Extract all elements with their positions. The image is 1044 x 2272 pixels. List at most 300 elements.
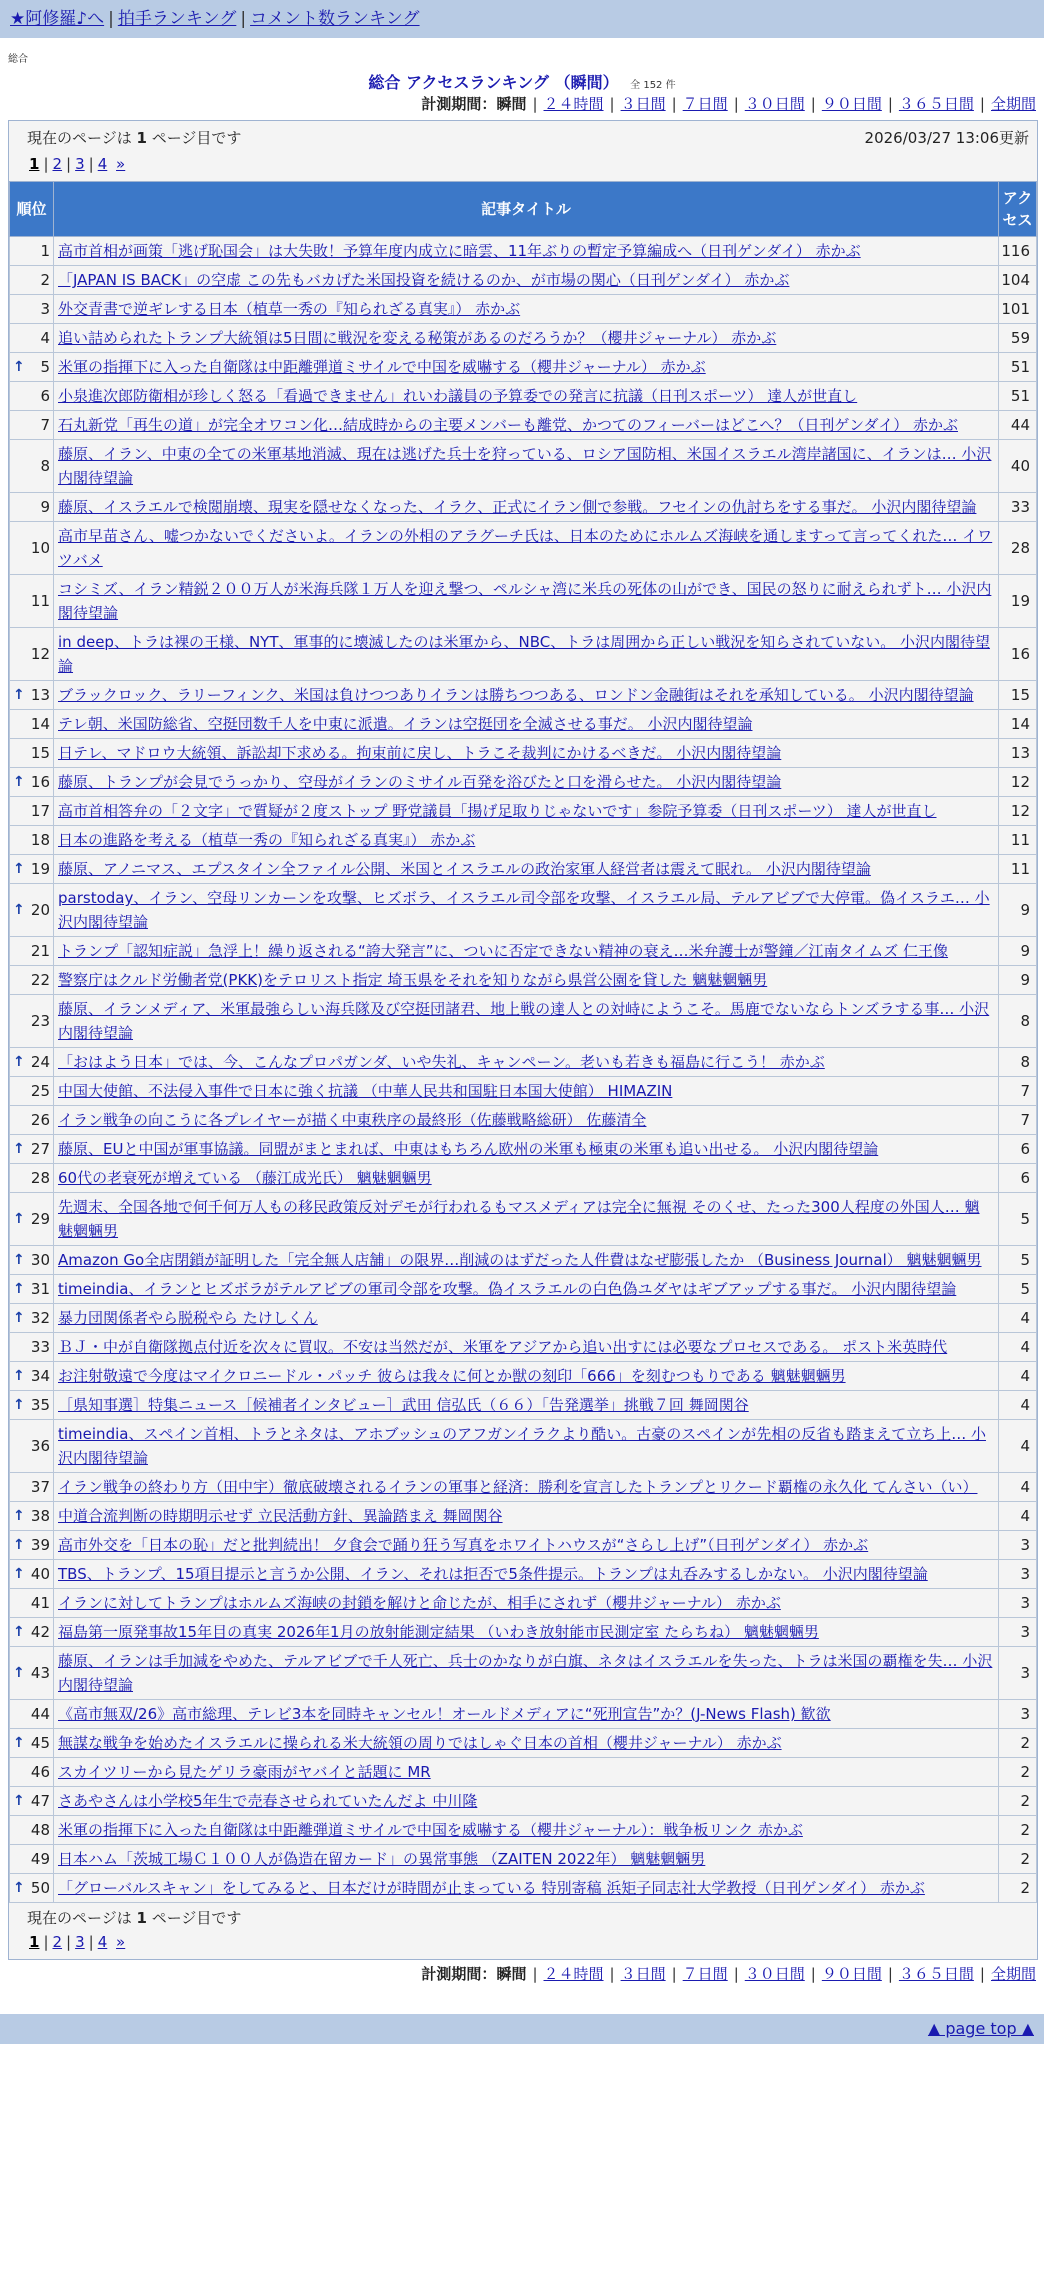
up-arrow-icon: ↑ — [13, 1508, 25, 1524]
page-info-header — [9, 121, 1037, 181]
access-count: 4 — [999, 1473, 1037, 1502]
title-cell — [54, 1816, 999, 1845]
article-title-link[interactable]: 小泉進次郎防衛相が珍しく怒る「看過できません」れいわ議員の予算委での発言に抗議（日刊スポーツ） 達人が世直し — [58, 387, 858, 405]
page-separator: | — [88, 155, 94, 173]
rank-cell — [10, 1845, 54, 1874]
rank-number: 13 — [30, 686, 50, 704]
table-row — [10, 1647, 1037, 1700]
period-option-link[interactable]: 全期間 — [990, 95, 1036, 113]
period-option-link[interactable]: ３日間 — [620, 95, 666, 113]
table-row — [10, 995, 1037, 1048]
rank-number: 34 — [30, 1367, 50, 1385]
period-label: 計測期間： — [421, 1965, 497, 1983]
article-title-link[interactable]: ［県知事選］特集ニュース［候補者インタビュー］武田 信弘氏（６６）「告発選挙」挑戦７回 舞岡関谷 — [58, 1396, 749, 1414]
rank-cell — [10, 1618, 54, 1647]
title-cell — [54, 855, 999, 884]
rank-number: 21 — [30, 942, 50, 960]
updated-timestamp: 2026/03/27 13:06更新 — [864, 129, 1029, 147]
rank-cell — [10, 266, 54, 295]
period-option-link[interactable]: ３日間 — [620, 1965, 666, 1983]
article-title-link[interactable]: ＢＪ・中が自衛隊拠点付近を次々に買収。不安は当然だが、米軍をアジアから追い出すには必要なプロセスである。 ポスト米英時代 — [58, 1338, 948, 1356]
title-cell — [54, 266, 999, 295]
period-separator: | — [887, 1965, 893, 1983]
page-link[interactable]: 4 — [97, 1933, 108, 1951]
article-title-link[interactable]: 高市外交を「日本の恥」だと批判続出！ 夕食会で踊り狂う写真をホワイトハウスが“さらし上げ”（日刊ゲンダイ） 赤かぶ — [58, 1536, 869, 1554]
article-title-link[interactable]: 外交青書で逆ギレする日本（植草一秀の『知られざる真実』） 赤かぶ — [58, 300, 521, 318]
access-count: 2 — [999, 1729, 1037, 1758]
table-row — [10, 493, 1037, 522]
title-cell — [54, 411, 999, 440]
rank-number: 32 — [30, 1309, 50, 1327]
rank-cell — [10, 628, 54, 681]
page-separator: | — [66, 155, 72, 173]
article-title-link[interactable]: 藤原、アノニマス、エプスタイン全ファイル公開、米国とイスラエルの政治家軍人経営者は震えて眠れ。 小沢内閣待望論 — [58, 860, 871, 878]
up-arrow-icon: ↑ — [13, 1537, 25, 1553]
next-page-link[interactable]: » — [116, 155, 126, 173]
article-title-link[interactable]: 藤原、トランプが会見でうっかり、空母がイランのミサイル百発を浴びたと口を滑らせた。 小沢内閣待望論 — [58, 773, 782, 791]
title-cell — [54, 966, 999, 995]
article-title-link[interactable]: 高市早苗さん、嘘つかないでくださいよ。イランの外相のアラグーチ氏は、日本のためにホルムズ海峡を通しますって言ってくれた… イワツバメ — [58, 527, 993, 569]
period-option-link[interactable]: ７日間 — [682, 1965, 728, 1983]
rank-cell — [10, 1589, 54, 1618]
period-separator: | — [979, 1965, 985, 1983]
period-option-link[interactable]: ２４時間 — [543, 95, 604, 113]
table-row — [10, 1531, 1037, 1560]
title-cell — [54, 1246, 999, 1275]
rank-number: 31 — [30, 1280, 50, 1298]
article-title-link[interactable]: 日本ハム「茨城工場Ｃ１００人が偽造在留カード」の異常事態 （ZAITEN 2022年） 魑魅魍魎男 — [58, 1850, 706, 1868]
title-cell — [54, 440, 999, 493]
access-count: 9 — [999, 937, 1037, 966]
rank-cell — [10, 1874, 54, 1903]
article-title-link[interactable]: コシミズ、イラン精鋭２００万人が米海兵隊１万人を迎え撃つ、ペルシャ湾に米兵の死体の山ができ、国民の怒りに耐えられずト… 小沢内閣待望論 — [58, 580, 992, 622]
rank-number: 30 — [30, 1251, 50, 1269]
rank-cell — [10, 1135, 54, 1164]
access-count: 4 — [999, 1420, 1037, 1473]
access-count: 9 — [999, 884, 1037, 937]
rank-number: 25 — [30, 1082, 50, 1100]
title-cell — [54, 681, 999, 710]
title-cell — [54, 797, 999, 826]
article-title-link[interactable]: 無謀な戦争を始めたイスラエルに操られる米大統領の周りではしゃぐ日本の首相（櫻井ジャーナル） 赤かぶ — [58, 1734, 782, 1752]
page-title — [0, 70, 1044, 92]
rank-number: 36 — [30, 1437, 50, 1455]
ranking-box — [8, 120, 1038, 1960]
page-top-link[interactable]: ▲ page top ▲ — [927, 2019, 1034, 2038]
period-selector-top — [0, 92, 1044, 116]
page-link[interactable]: 4 — [97, 155, 108, 173]
table-row — [10, 797, 1037, 826]
footer-bar — [0, 2014, 1044, 2044]
page-link[interactable]: 2 — [52, 155, 63, 173]
rank-number: 12 — [30, 645, 50, 663]
rank-number: 6 — [40, 387, 50, 405]
rank-number: 37 — [30, 1478, 50, 1496]
period-separator: | — [979, 95, 985, 113]
title-cell — [54, 1560, 999, 1589]
article-title-link[interactable]: parstoday、イラン、空母リンカーンを攻撃、ヒズボラ、イスラエル司令部を攻撃、イスラエル局、テルアビブで大停電。偽イスラエ… 小沢内閣待望論 — [58, 889, 990, 931]
table-row — [10, 826, 1037, 855]
title-cell — [54, 768, 999, 797]
rank-cell — [10, 1193, 54, 1246]
title-cell — [54, 237, 999, 266]
up-arrow-icon: ↑ — [13, 1880, 25, 1896]
page-link[interactable]: 1 — [29, 155, 40, 173]
up-arrow-icon: ↑ — [13, 1397, 25, 1413]
access-count: 51 — [999, 382, 1037, 411]
access-count: 12 — [999, 768, 1037, 797]
period-option-link[interactable]: ７日間 — [682, 95, 728, 113]
article-title-link[interactable]: 日本の進路を考える（植草一秀の『知られざる真実』） 赤かぶ — [58, 831, 476, 849]
rank-number: 17 — [30, 802, 50, 820]
article-title-link[interactable]: イランに対してトランプはホルムズ海峡の封鎖を解けと命じたが、相手にされず（櫻井ジャーナル） 赤かぶ — [58, 1594, 781, 1612]
table-row — [10, 1502, 1037, 1531]
rank-number: 15 — [30, 744, 50, 762]
table-row — [10, 1246, 1037, 1275]
rank-number: 39 — [30, 1536, 50, 1554]
article-title-link[interactable]: イラン戦争の終わり方（田中宇）徹底破壊されるイランの軍事と経済：勝利を宣言したトランプとリクード覇権の永久化 てんさい（い） — [58, 1478, 978, 1496]
table-row — [10, 1077, 1037, 1106]
access-count: 6 — [999, 1164, 1037, 1193]
rank-number: 24 — [30, 1053, 50, 1071]
article-title-link[interactable]: 高市首相が画策「逃げ恥国会」は大失敗！予算年度内成立に暗雲、11年ぶりの暫定予算編成へ（日刊ゲンダイ） 赤かぶ — [58, 242, 861, 260]
access-count: 3 — [999, 1618, 1037, 1647]
table-row — [10, 1362, 1037, 1391]
title-cell — [54, 1473, 999, 1502]
table-row — [10, 295, 1037, 324]
up-arrow-icon: ↑ — [13, 1735, 25, 1751]
rank-number: 38 — [30, 1507, 50, 1525]
rank-number: 26 — [30, 1111, 50, 1129]
title-cell — [54, 826, 999, 855]
up-arrow-icon: ↑ — [13, 1281, 25, 1297]
table-row — [10, 1106, 1037, 1135]
access-count: 15 — [999, 681, 1037, 710]
table-header-row — [10, 182, 1037, 237]
article-title-link[interactable]: 《高市無双/26》高市総理、テレビ3本を同時キャンセル！オールドメディアに“死刑宣告”か？(J-News Flash) 歓欲 — [58, 1705, 831, 1723]
up-arrow-icon: ↑ — [13, 687, 25, 703]
title-cell — [54, 937, 999, 966]
access-count: 2 — [999, 1816, 1037, 1845]
rank-cell — [10, 739, 54, 768]
access-count: 2 — [999, 1787, 1037, 1816]
title-cell — [54, 1077, 999, 1106]
rank-cell — [10, 1647, 54, 1700]
access-count: 4 — [999, 1362, 1037, 1391]
article-title-link[interactable]: イラン戦争の向こうに各プレイヤーが描く中東秩序の最終形（佐藤戦略総研） 佐藤清全 — [58, 1111, 647, 1129]
article-title-link[interactable]: in deep、トラは裸の王様、NYT、軍事的に壊滅したのは米軍から、NBC、トラは周囲から正しい戦況を知らされていない。 小沢内閣待望論 — [58, 633, 990, 675]
rank-cell — [10, 937, 54, 966]
period-option-link[interactable]: ２４時間 — [543, 1965, 604, 1983]
period-option-link[interactable]: ３６５日間 — [898, 1965, 974, 1983]
article-title-link[interactable]: 追い詰められたトランプ大統領は5日間に戦況を変える秘策があるのだろうか？（櫻井ジャーナル） 赤かぶ — [58, 329, 777, 347]
rank-cell — [10, 1362, 54, 1391]
rank-cell — [10, 1758, 54, 1787]
period-separator: | — [671, 1965, 677, 1983]
access-count: 12 — [999, 797, 1037, 826]
rank-cell — [10, 826, 54, 855]
access-count: 11 — [999, 826, 1037, 855]
access-count: 2 — [999, 1874, 1037, 1903]
table-row — [10, 884, 1037, 937]
table-row — [10, 1333, 1037, 1362]
nav-separator: | — [240, 9, 247, 29]
up-arrow-icon: ↑ — [13, 1793, 25, 1809]
header-title: 記事タイトル — [54, 182, 999, 237]
rank-number: 48 — [30, 1821, 50, 1839]
title-cell — [54, 1845, 999, 1874]
table-row — [10, 855, 1037, 884]
period-separator: | — [532, 1965, 538, 1983]
table-row — [10, 1874, 1037, 1903]
nav-link[interactable]: ★阿修羅♪へ — [10, 9, 105, 29]
table-row — [10, 237, 1037, 266]
article-title-link[interactable]: 石丸新党「再生の道」が完全オワコン化…結成時からの主要メンバーも離党、かつてのフィーバーはどこへ？（日刊ゲンダイ） 赤かぶ — [58, 416, 958, 434]
title-cell — [54, 1420, 999, 1473]
up-arrow-icon: ↑ — [13, 1624, 25, 1640]
title-cell — [54, 1164, 999, 1193]
rank-number: 27 — [30, 1140, 50, 1158]
title-cell — [54, 493, 999, 522]
article-title-link[interactable]: TBS、トランプ、15項目提示と言うか公開、イラン、それは拒否で5条件提示。トランプは丸呑みするしかない。 小沢内閣待望論 — [58, 1565, 928, 1583]
rank-number: 10 — [30, 539, 50, 557]
access-count: 13 — [999, 739, 1037, 768]
table-row — [10, 1304, 1037, 1333]
article-title-link[interactable]: 藤原、イランは手加減をやめた、テルアビブで千人死亡、兵士のかなりが白旗、ネタはイスラエルを失った、トラは米国の覇権を失… 小沢内閣待望論 — [58, 1652, 993, 1694]
article-title-link[interactable]: ブラックロック、ラリーフィンク、米国は負けつつありイランは勝ちつつある、ロンドン金融街はそれを承知している。 小沢内閣待望論 — [58, 686, 974, 704]
rank-cell — [10, 884, 54, 937]
title-cell — [54, 1787, 999, 1816]
rank-cell — [10, 1246, 54, 1275]
table-row — [10, 1816, 1037, 1845]
rank-cell — [10, 411, 54, 440]
table-row — [10, 1700, 1037, 1729]
title-cell — [54, 1874, 999, 1903]
page-separator: | — [66, 1933, 72, 1951]
page-link[interactable]: 2 — [52, 1933, 63, 1951]
table-row — [10, 1589, 1037, 1618]
rank-cell — [10, 1787, 54, 1816]
up-arrow-icon: ↑ — [13, 902, 25, 918]
nav-link[interactable]: コメント数ランキング — [250, 9, 420, 29]
next-page-link[interactable]: » — [116, 1933, 126, 1951]
article-title-link[interactable]: 暴力団関係者やら脱税やら たけしくん — [58, 1309, 318, 1327]
rank-number: 5 — [40, 358, 50, 376]
article-title-link[interactable]: トランプ「認知症説」急浮上！繰り返される“誇大発言”に、ついに否定できない精神の衰え…米弁護士が警鐘／江南タイムズ 仁王像 — [58, 942, 949, 960]
page-separator: | — [88, 1933, 94, 1951]
period-option-link[interactable]: ９０日間 — [821, 95, 882, 113]
current-page-info-bottom: 現在のページは 1 ページ目です — [27, 1909, 242, 1927]
ranking-title: 総合 アクセスランキング （瞬間） — [368, 73, 619, 92]
title-cell — [54, 1531, 999, 1560]
title-cell — [54, 1618, 999, 1647]
page-link[interactable]: 3 — [75, 155, 85, 173]
article-title-link[interactable]: さあやさんは小学校5年生で売春させられていたんだよ 中川隆 — [58, 1792, 478, 1810]
rank-cell — [10, 1077, 54, 1106]
rank-number: 19 — [30, 860, 50, 878]
ranking-table — [9, 181, 1037, 1903]
rank-number: 44 — [30, 1705, 50, 1723]
article-title-link[interactable]: テレ朝、米国防総省、空挺団数千人を中東に派遣。イランは空挺団を全滅させる事だ。 小沢内閣待望論 — [58, 715, 753, 733]
page-separator: | — [43, 155, 49, 173]
period-separator: | — [671, 95, 677, 113]
rank-cell — [10, 768, 54, 797]
title-cell — [54, 1589, 999, 1618]
rank-number: 14 — [30, 715, 50, 733]
pagination-top — [27, 155, 127, 173]
up-arrow-icon: ↑ — [13, 1141, 25, 1157]
article-title-link[interactable]: 60代の老衰死が増えている （藤江成光氏） 魑魅魍魎男 — [58, 1169, 432, 1187]
access-count: 59 — [999, 324, 1037, 353]
access-count: 7 — [999, 1106, 1037, 1135]
article-title-link[interactable]: 藤原、イスラエルで検閲崩壊、現実を隠せなくなった、イラク、正式にイラン側で参戦。フセインの仇討ちをする事だ。 小沢内閣待望論 — [58, 498, 977, 516]
article-title-link[interactable]: timeindia、スペイン首相、トラとネタは、アホブッシュのアフガンイラクより酷い。古豪のスペインが先相の反省も踏まえて立ち上… 小沢内閣待望論 — [58, 1425, 986, 1467]
article-title-link[interactable]: 藤原、EUと中国が軍事協議。同盟がまとまれば、中東はもちろん欧州の米軍も極東の米軍も追い出せる。 小沢内閣待望論 — [58, 1140, 879, 1158]
rank-cell — [10, 710, 54, 739]
title-cell — [54, 295, 999, 324]
rank-cell — [10, 493, 54, 522]
pagination-bottom — [27, 1933, 127, 1951]
table-row — [10, 1164, 1037, 1193]
article-title-link[interactable]: Amazon Go全店閉鎖が証明した「完全無人店舗」の限界…削減のはずだった人件費はなぜ膨張したか （Business Journal） 魑魅魍魎男 — [58, 1251, 982, 1269]
rank-cell — [10, 382, 54, 411]
page-link[interactable]: 3 — [75, 1933, 85, 1951]
rank-number: 22 — [30, 971, 50, 989]
table-row — [10, 440, 1037, 493]
period-selector-bottom — [0, 1962, 1044, 1986]
article-title-link[interactable]: お注射敬遠で今度はマイクロニードル・パッチ 彼らは我々に何とか獣の刻印「666」を刻むつもりである 魑魅魍魎男 — [58, 1367, 846, 1385]
rank-cell — [10, 995, 54, 1048]
article-title-link[interactable]: スカイツリーから見たゲリラ豪雨がヤバイと話題に MR — [58, 1763, 431, 1781]
article-title-link[interactable]: 米軍の指揮下に入った自衛隊は中距離弾道ミサイルで中国を威嚇する（櫻井ジャーナル） 赤かぶ — [58, 358, 706, 376]
period-option-link[interactable]: 全期間 — [990, 1965, 1036, 1983]
title-cell — [54, 710, 999, 739]
article-title-link[interactable]: 日テレ、マドロウ大統領、訴訟却下求める。拘束前に戻し、トラこそ裁判にかけるべきだ。 小沢内閣待望論 — [58, 744, 782, 762]
table-row — [10, 710, 1037, 739]
title-cell — [54, 1700, 999, 1729]
up-arrow-icon: ↑ — [13, 1054, 25, 1070]
rank-cell — [10, 1106, 54, 1135]
title-cell — [54, 739, 999, 768]
period-separator: | — [532, 95, 538, 113]
period-separator: | — [609, 1965, 615, 1983]
table-row — [10, 937, 1037, 966]
article-title-link[interactable]: 藤原、イラン、中東の全ての米軍基地消滅、現在は逃げた兵士を狩っている、ロシア国防相、米国イスラエル湾岸諸国に、イランは… 小沢内閣待望論 — [58, 445, 992, 487]
article-title-link[interactable]: 中国大使館、不法侵入事件で日本に強く抗議 （中華人民共和国駐日本国大使館） HIMAZIN — [58, 1082, 673, 1100]
article-title-link[interactable]: 米軍の指揮下に入った自衛隊は中距離弾道ミサイルで中国を威嚇する（櫻井ジャーナル）：戦争板リンク 赤かぶ — [58, 1821, 803, 1839]
rank-number: 16 — [30, 773, 50, 791]
access-count: 4 — [999, 1304, 1037, 1333]
rank-number: 3 — [40, 300, 50, 318]
title-cell — [54, 995, 999, 1048]
article-title-link[interactable]: 高市首相答弁の「２文字」で質疑が２度ストップ 野党議員「揚げ足取りじゃないです」参院予算委（日刊スポーツ） 達人が世直し — [58, 802, 937, 820]
rank-number: 9 — [40, 498, 50, 516]
title-cell — [54, 382, 999, 411]
period-option-link[interactable]: ３０日間 — [744, 95, 805, 113]
title-cell — [54, 1193, 999, 1246]
title-cell — [54, 1502, 999, 1531]
period-separator: | — [810, 95, 816, 113]
access-count: 40 — [999, 440, 1037, 493]
rank-number: 8 — [40, 457, 50, 475]
access-count: 4 — [999, 1333, 1037, 1362]
item-count: 全 152 件 — [630, 80, 676, 91]
table-row — [10, 681, 1037, 710]
period-option-link[interactable]: ３０日間 — [744, 1965, 805, 1983]
article-title-link[interactable]: 中道合流判断の時期明示せず 立民活動方針、異論踏まえ 舞岡関谷 — [58, 1507, 503, 1525]
article-title-link[interactable]: timeindia、イランとヒズボラがテルアビブの軍司令部を攻撃。偽イスラエルの白色偽ユダヤはギブアップする事だ。 小沢内閣待望論 — [58, 1280, 957, 1298]
article-title-link[interactable]: 藤原、イランメディア、米軍最強らしい海兵隊及び空挺団諸君、地上戦の達人との対峙にようこそ。馬鹿でないならトンズラする事… 小沢内閣待望論 — [58, 1000, 990, 1042]
title-cell — [54, 1275, 999, 1304]
period-label: 計測期間： — [421, 95, 497, 113]
up-arrow-icon: ↑ — [13, 359, 25, 375]
rank-cell — [10, 353, 54, 382]
table-row — [10, 739, 1037, 768]
up-arrow-icon: ↑ — [13, 1211, 25, 1227]
title-cell — [54, 522, 999, 575]
article-title-link[interactable]: 「おはよう日本」では、今、こんなプロパガンダ、いや失礼、キャンペーン。老いも若きも福島に行こう！ 赤かぶ — [58, 1053, 825, 1071]
rank-number: 35 — [30, 1396, 50, 1414]
rank-cell — [10, 237, 54, 266]
rank-number: 7 — [40, 416, 50, 434]
rank-cell — [10, 1700, 54, 1729]
current-page-number: 1 — [136, 129, 147, 147]
period-separator: | — [810, 1965, 816, 1983]
up-arrow-icon: ↑ — [13, 1252, 25, 1268]
article-title-link[interactable]: 警察庁はクルド労働者党(PKK)をテロリスト指定 埼玉県をそれを知りながら県営公園を貸した 魑魅魍魎男 — [58, 971, 768, 989]
rank-cell — [10, 1560, 54, 1589]
access-count: 4 — [999, 1502, 1037, 1531]
title-cell — [54, 1135, 999, 1164]
title-cell — [54, 1391, 999, 1420]
category-label: 総合 — [8, 54, 28, 65]
nav-link[interactable]: 拍手ランキング — [117, 9, 237, 29]
rank-cell — [10, 1420, 54, 1473]
rank-cell — [10, 855, 54, 884]
access-count: 3 — [999, 1700, 1037, 1729]
period-option-link[interactable]: ９０日間 — [821, 1965, 882, 1983]
period-option-selected: 瞬間 — [496, 95, 527, 113]
period-option-link[interactable]: ３６５日間 — [898, 95, 974, 113]
article-title-link[interactable]: 「グローバルスキャン」をしてみると、日本だけが時間が止まっている 特別寄稿 浜矩子同志社大学教授（日刊ゲンダイ） 赤かぶ — [58, 1879, 925, 1897]
title-cell — [54, 1333, 999, 1362]
rank-number: 45 — [30, 1734, 50, 1752]
access-count: 6 — [999, 1135, 1037, 1164]
article-title-link[interactable]: 「JAPAN IS BACK」の空虚 この先もバカげた米国投資を続けるのか、が市場の関心（日刊ゲンダイ） 赤かぶ — [58, 271, 790, 289]
table-row — [10, 628, 1037, 681]
access-count: 7 — [999, 1077, 1037, 1106]
rank-cell — [10, 1816, 54, 1845]
rank-cell — [10, 1531, 54, 1560]
rank-cell — [10, 295, 54, 324]
rank-number: 20 — [30, 901, 50, 919]
rank-number: 28 — [30, 1169, 50, 1187]
access-count: 8 — [999, 1048, 1037, 1077]
rank-cell — [10, 1729, 54, 1758]
rank-cell — [10, 681, 54, 710]
table-row — [10, 411, 1037, 440]
period-separator: | — [887, 95, 893, 113]
up-arrow-icon: ↑ — [13, 1310, 25, 1326]
page-link[interactable]: 1 — [29, 1933, 40, 1951]
article-title-link[interactable]: 先週末、全国各地で何千何万人もの移民政策反対デモが行われるもマスメディアは完全に無視 そのくせ、たった300人程度の外国人… 魑魅魍魎男 — [58, 1198, 980, 1240]
rank-cell — [10, 1473, 54, 1502]
rank-number: 29 — [30, 1210, 50, 1228]
rank-cell — [10, 1048, 54, 1077]
article-title-link[interactable]: 福島第一原発事故15年目の真実 2026年1月の放射能測定結果 （いわき放射能市民測定室 たらちね） 魑魅魍魎男 — [58, 1623, 819, 1641]
rank-number: 1 — [40, 242, 50, 260]
title-cell — [54, 1362, 999, 1391]
